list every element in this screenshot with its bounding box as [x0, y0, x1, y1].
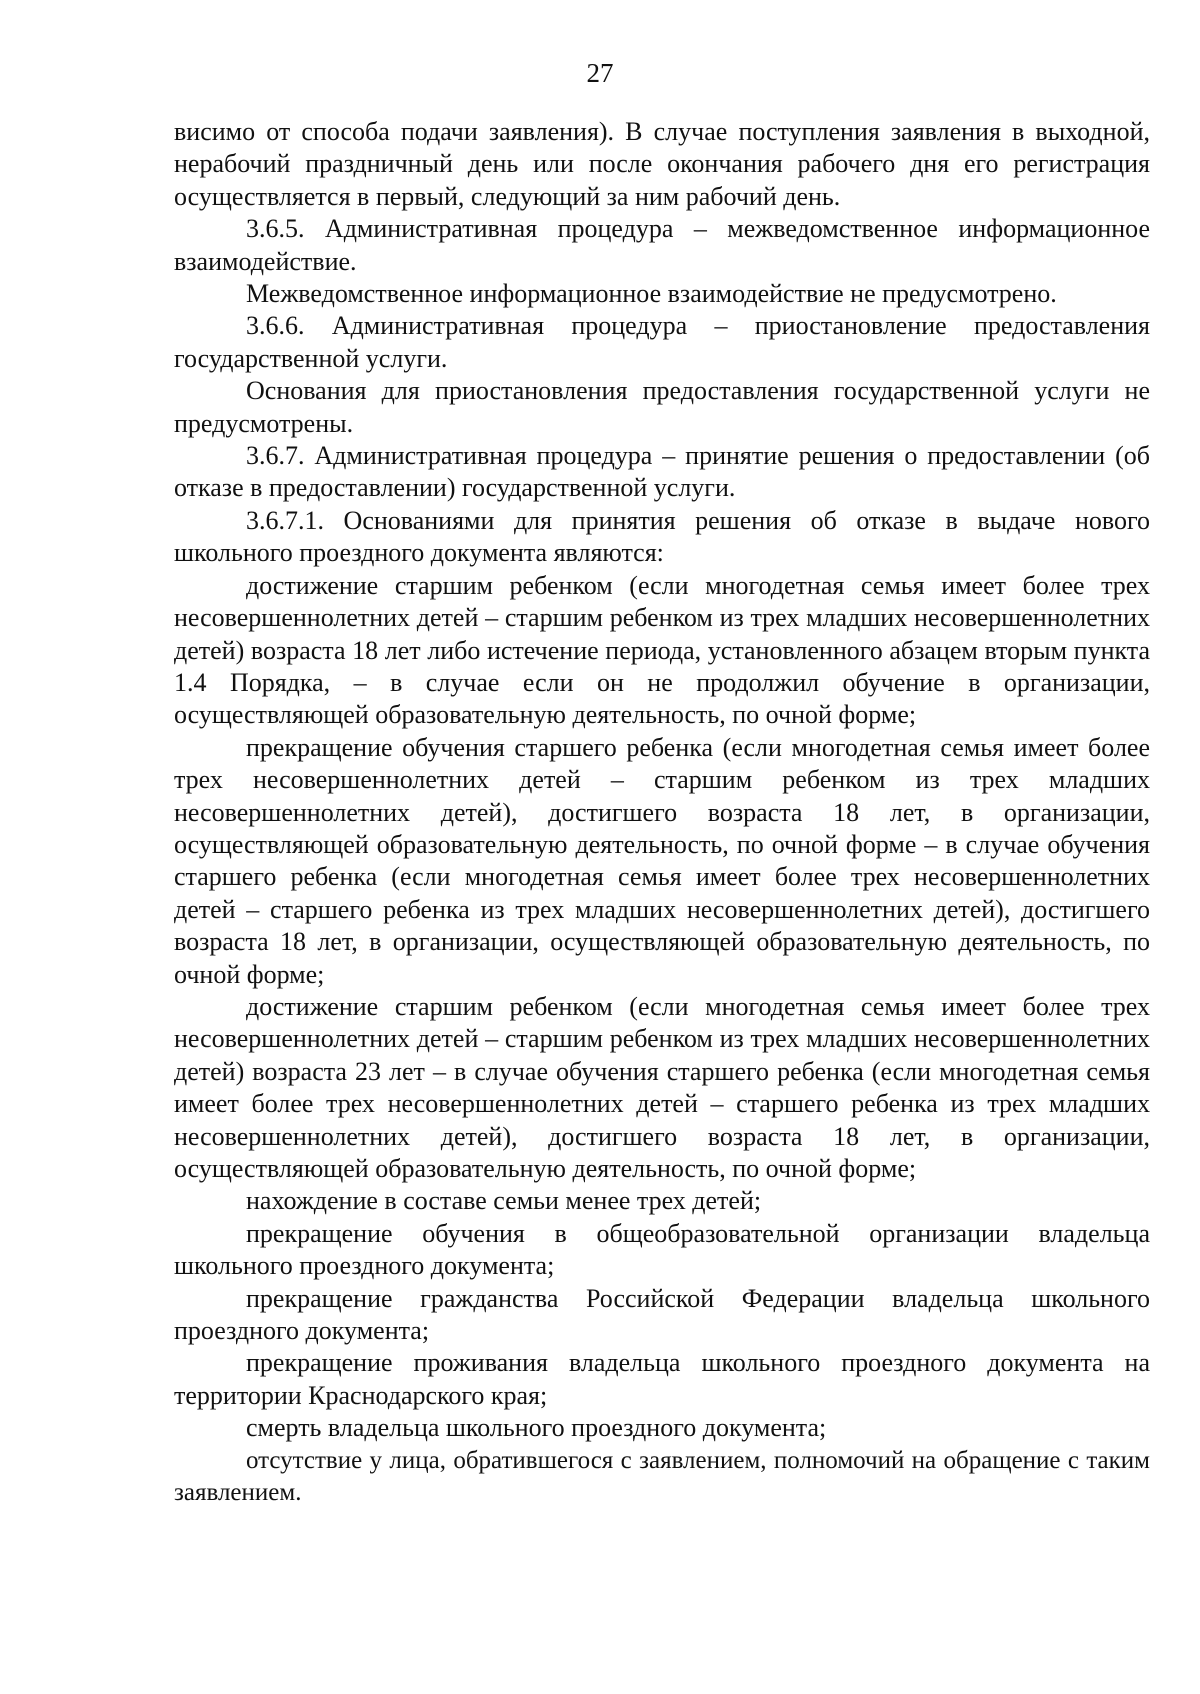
page-number: 27	[586, 58, 614, 88]
list-item: прекращение проживания владельца школьного проездного документа на территории Краснодарского края;	[174, 1348, 1150, 1410]
list-item: нахождение в составе семьи менее трех детей;	[246, 1186, 762, 1216]
paragraph-3-6-5-heading: 3.6.5. Административная процедура – межведомственное информационное взаимодействие.	[174, 214, 1150, 276]
paragraph-3-6-5-text: Межведомственное информационное взаимодействие не предусмотрено.	[246, 279, 1057, 309]
list-item: отсутствие у лица, обратившегося с заявлением, полномочий на обращение с таким заявлением.	[174, 1446, 1150, 1507]
list-item: прекращение гражданства Российской Федерации владельца школьного проездного документа;	[174, 1283, 1150, 1346]
paragraph-continuation: висимо от способа подачи заявления). В случае поступления заявления в выходной, нерабочий праздничный день или после окончания рабочего дня его регистрация осуществляется в первый, следующий за ним рабочий день.	[174, 117, 1150, 211]
list-item: достижение старшим ребенком (если многодетная семья имеет более трех несовершеннолетних детей – старшим ребенком из трех младших несовершеннолетних детей) возраста 18 лет либо истечение периода, установленного абзацем вторым пункта 1.4 Порядка, – в случае если он не продолжил обучение в организации, осуществляющей образовательную деятельность, по очной форме;	[174, 570, 1150, 730]
list-item: достижение старшим ребенком (если многодетная семья имеет более трех несовершеннолетних детей – старшим ребенком из трех младших несовершеннолетних детей) возраста 23 лет – в случае обучения старшего ребенка (если многодетная семья имеет более трех несовершеннолетних детей – старшего ребенка из трех младших несовершеннолетних детей), достигшего возраста 18 лет, в организации, осуществляющей образовательную деятельность, по очной форме;	[174, 991, 1150, 1183]
paragraph-3-6-7-1: 3.6.7.1. Основаниями для принятия решения об отказе в выдаче нового школьного проездного документа являются:	[174, 505, 1150, 568]
paragraph-3-6-6-text: Основания для приостановления предоставления государственной услуги не предусмотрены.	[174, 376, 1150, 438]
document-body	[174, 116, 1150, 1509]
paragraph-3-6-7-heading: 3.6.7. Административная процедура – принятие решения о предоставлении (об отказе в предоставлении) государственной услуги.	[174, 441, 1150, 503]
list-item: прекращение обучения в общеобразовательной организации владельца школьного проездного документа;	[174, 1218, 1150, 1281]
paragraph-3-6-6-heading: 3.6.6. Административная процедура – приостановление предоставления государственной услуги.	[174, 311, 1150, 373]
list-item: прекращение обучения старшего ребенка (если многодетная семья имеет более трех несовершеннолетних детей – старшим ребенком из трех младших несовершеннолетних детей), достигшего возраста 18 лет, в организации, осуществляющей образовательную деятельность, по очной форме – в случае обучения старшего ребенка (если многодетная семья имеет более трех несовершеннолетних детей – старшего ребенка из трех младших несовершеннолетних детей), достигшего возраста 18 лет, в организации, осуществляющей образовательную деятельность, по очной форме;	[174, 732, 1150, 989]
list-item: смерть владельца школьного проездного документа;	[246, 1413, 827, 1443]
